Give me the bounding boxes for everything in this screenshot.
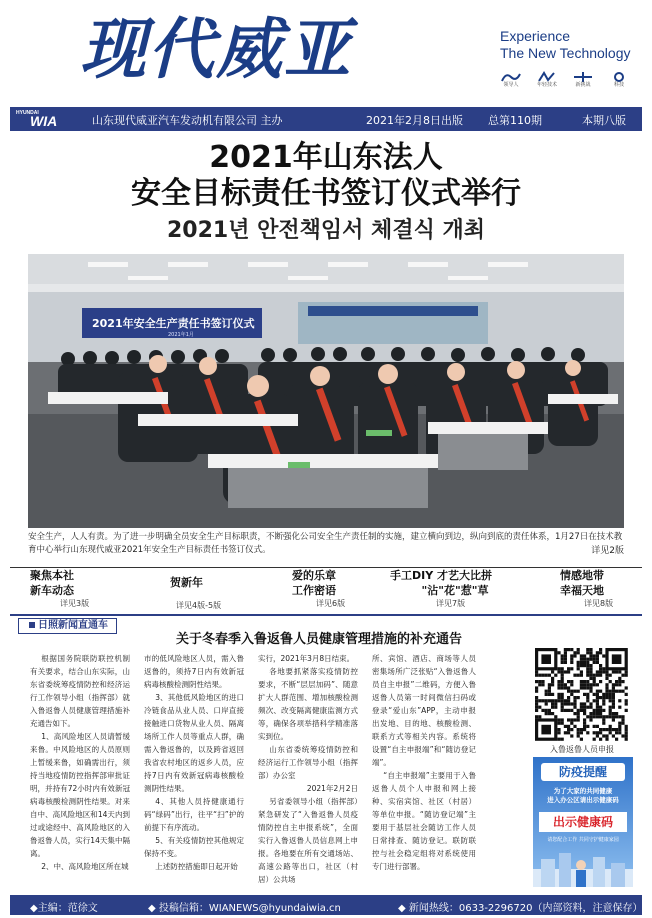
poster-text: 为了大家的共同健康 进入办公区请出示健康码 (547, 787, 619, 804)
teaser-item[interactable]: 贺新年 详见4版-5版 (170, 576, 222, 610)
footer (10, 895, 642, 915)
article-column-4: 所、宾馆、酒店、商场等人员密集场所广泛张贴“入鲁返鲁人员自主申报”二维码，方便入鲁返鲁人员第一时间微信扫码或登录“爱山东”APP，主动申报出发地、目的地、核酸检测、联系方式等相关内容。系统将设置“自主申报端”和“随访登记端”。 “自主申报端”主要用于入鲁返鲁人员个人申报和网上接种、实宿宾馆、社区（村居）等单位申报。“随访登记端”主要用于基层社会随访工作人员日常排查、随访登记。联防联控与社会稳定组将对系统使用专门进行部署。 (372, 654, 476, 871)
headline-line1: 2021年山东法人 (209, 140, 443, 175)
tagline-line2: The New Technology (500, 45, 631, 61)
newspaper-title: 现代威亚 (80, 10, 352, 88)
health-code-poster (533, 757, 633, 887)
poster-cta: 出示健康码 (539, 812, 627, 832)
footer-hotline: ◆ 新闻热线：0633-2296720（内部资料，注意保存） (398, 903, 643, 914)
ceremony-photo-illustration (28, 254, 624, 528)
teaser-item[interactable]: 情感地带 幸福天地 详见8版 (560, 569, 614, 608)
headline (0, 140, 652, 212)
article-column-2: 市的低风险地区人员，需入鲁返鲁的，须持7日内有效新冠病毒核酸检测阴性结果。 3、其他低风险地区的进口冷链食品从业人员、口岸直接接触进口货物从业人员、隔离场所工作人员等重点人群，确需入鲁返鲁的，以及跨省返回我省农村地区的返乡人员，应持7日内有效新冠病毒核酸检测阴性结果。 4、其他人员持健康通行码“绿码”出行，往平“扫”护的前提下有序流动。 5、有关疫情防控其他规定保持不变。 上述防控措施即日起开始 (144, 654, 244, 871)
korean-subheadline: 2021년 안전책임서 체결식 개최 (167, 218, 485, 243)
section-teasers (10, 567, 642, 611)
bullet-icon (29, 622, 35, 628)
company-logo: HYUNDAI WIA (16, 110, 58, 129)
headline-line2: 安全目标责任书签订仪式举行 (131, 176, 521, 211)
tagline-line1: Experience (500, 28, 571, 44)
tagline (500, 28, 630, 62)
ceremony-photo (28, 254, 624, 528)
info-bar (10, 107, 642, 131)
page-count: 本期八版 (582, 114, 626, 127)
teaser-item[interactable]: 手工DIY 才艺大比拼 "沾"花"惹"草 详见7版 (390, 569, 493, 608)
article-column-3: 实行，2021年3月8日结束。 各地要抓紧落实疫情防控要求，不断“层层加码”、随意扩大人群范围、增加核酸检测频次、改变隔离健康监测方式等，确保各项举措科学精准落实到位。 山东省委统筹疫情防控和经济运行工作领导小组（指挥部）办公室 2021年2月2日 另省委领导小组（指挥部）紧急研发了“入鲁返鲁人员疫情防控自主申报系统”，全面实行入鲁返鲁人员信息网上申报。各地要在所有交通场站、高速公路等出口，社区（村居）公共场 (258, 654, 358, 884)
publisher-text: 山东现代威亚汽车发动机有限公司 主办 (92, 114, 283, 127)
footer-email: ◆ 投稿信箱：WIANEWS@hyundaiwia.cn (148, 903, 341, 914)
tagline-item-label: 新挑战 (575, 82, 591, 88)
section-tab: 日照新闻直通车 (18, 618, 117, 634)
publish-date: 2021年2月8日出版 (366, 114, 463, 127)
teaser-item[interactable]: 爱的乐章 工作密语 详见6版 (292, 569, 346, 608)
qr-label: 入鲁返鲁人员申报 (550, 745, 614, 754)
photo-caption (28, 531, 624, 557)
banner-text: 2021年安全生产责任书签订仪式 (92, 317, 255, 330)
tagline-item-label: 科技 (613, 82, 624, 88)
tagline-icons (500, 68, 640, 92)
city-skyline-icon (533, 849, 633, 887)
masthead (0, 0, 652, 104)
footer-editor: ◆主编：范徐文 (30, 903, 98, 914)
tagline-item-label: 年轻技术 (536, 82, 557, 88)
article-title: 关于冬春季入鲁返鲁人员健康管理措施的补充通告 (176, 632, 463, 647)
tech-icon (536, 68, 558, 80)
article-column-1: 根据国务院联防联控机制有关要求，结合山东实际，山东省委统筹疫情防控和经济运行工作领导小组（指挥部）就入鲁返鲁人员健康管理措施补充通告如下。 1、高风险地区人员请暂缓来鲁。中风险地区的人员原则上暂缓来鲁，如确需出行，须持当地疫情防控指挥部审批证明，并持有72小时内有效新冠病毒核酸检测阴性结果。对来自中、高风险地区和14天内到过或途经中、高风险地区的入鲁返鲁人员，实行14天集中隔离。 2、中、高风险地区所在城 (30, 654, 130, 871)
qr-code[interactable] (531, 646, 633, 742)
issue-number: 总第110期 (488, 114, 542, 127)
poster-small-text: 请您配合工作 共同守护健康家园 (547, 837, 619, 843)
qr-code-icon (531, 646, 633, 742)
caption-see-page: 详见2版 (591, 546, 624, 556)
caption-text: 安全生产，人人有责。为了进一步明确全员安全生产目标职责，不断强化公司安全生产责任制的实施，建立横向到边，纵向到底的责任体系，1月27日在技术教育中心举行山东现代威亚2021年安全生产目标责任书签订仪式。 (28, 532, 623, 555)
leader-icon (500, 68, 522, 80)
challenge-icon (572, 68, 594, 80)
science-icon (608, 68, 630, 80)
teaser-item[interactable]: 聚焦本社 新车动态 详见3版 (30, 569, 90, 608)
banner-subtext: 2021年1月 (168, 332, 194, 338)
tagline-item-label: 领导人 (503, 82, 519, 88)
poster-heading: 防疫提醒 (541, 763, 625, 781)
